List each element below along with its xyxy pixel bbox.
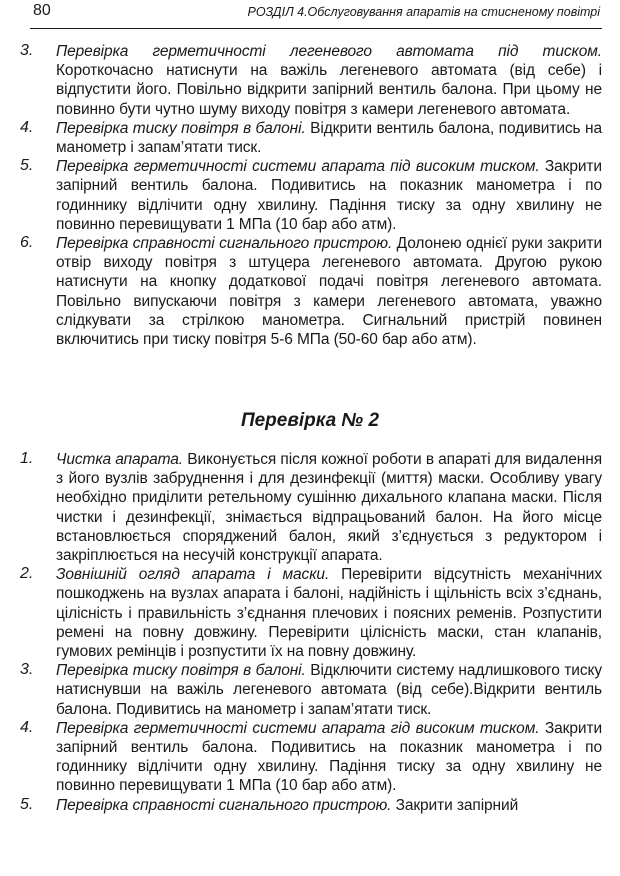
item-text: Закрити запірний вентиль балона. Подивитись на показник манометра і по годиннику відлічити одну хвилину. Падіння тиску за одну хвилину не повинно перевищувати 1 МПа (10 бар або атм).	[56, 719, 602, 795]
list-item	[20, 795, 602, 815]
item-text: Виконується після кожної роботи в апараті для видалення з його вузлів забруднення і для дезинфекції (миття) маски. Особливу увагу необхідно приділити ретельному сушінню дихального клапана маски. Після чистки і дезинфекції, знімається відпрацьований балон. На його місце встановлюється споряджений балон, який з’єднується з редуктором і закріплюється на несучій конструкції апарата.	[56, 451, 602, 565]
list-item	[20, 42, 602, 119]
list-item	[20, 234, 602, 349]
item-text: Закрити запірний вентиль балона. Подивитись на показник манометра і по годиннику відлічити одну хвилину. Падіння тиску за одну хвилину не повинно перевищувати 1 МПа (10 бар або атм).	[56, 158, 602, 233]
item-text: Відкрити вентиль балона, подивитись на манометр і запам’ятати тиск.	[56, 119, 602, 157]
item-title: Чистка апарата.	[56, 451, 183, 468]
page-number: 80	[33, 2, 51, 19]
list-item	[20, 565, 602, 661]
item-number: 1.	[20, 450, 34, 467]
item-title: Зовнішній огляд апарата і маски.	[56, 566, 330, 584]
running-head: РОЗДІЛ 4.Обслуговування апаратів на стисненому повітрі	[247, 5, 600, 19]
item-number: 4.	[20, 718, 34, 736]
item-text: Перевірити відсутність механічних пошкоджень на вузлах апарата і балоні, надійність і щільність всіх з’єднань, цілісність і правильність з’єднання плечових і поясних ременів. Розпустити ремені на повну довжину. Перевірити цілісність маски, стан клапанів, гумових ремінців і розпустити їх на повну довжину.	[56, 566, 602, 661]
checklist-section-2	[20, 450, 602, 815]
section-heading: Перевірка № 2	[240, 410, 380, 431]
item-number: 4.	[20, 118, 34, 136]
item-text: Долонею однієї руки закрити отвір виходу повітря з штуцера легеневого автомата. Другою рукою натиснути на кнопку додаткової подачі повітря легеневого автомата. Повільно випускаючи повітря з камери легеневого автомата, уважно слідкувати за стрілкою манометра. Сигнальний пристрій повинен включитись при тиску повітря 5-6 МПа (50-60 бар або атм).	[56, 235, 602, 349]
list-item	[20, 157, 602, 234]
list-item	[20, 118, 602, 157]
item-text: Відключити систему надлишкового тиску натиснувши на важіль легеневого автомата (від себе).Відкрити вентиль балона. Подивитись на манометр і запам’ятати тиск.	[56, 662, 602, 718]
item-title: Перевірка герметичності системи апарата гід високим тиском.	[56, 719, 540, 737]
item-number: 2.	[20, 565, 34, 583]
item-text: Закрити запірний	[391, 796, 519, 814]
item-number: 3.	[20, 661, 34, 679]
item-title: Перевірка герметичності системи апарата під високим тиском.	[56, 158, 540, 176]
page-header	[30, 0, 602, 29]
item-title: Перевірка справності сигнального пристрою.	[56, 235, 393, 253]
item-number: 5.	[20, 795, 34, 813]
list-item	[20, 661, 602, 719]
list-item	[20, 718, 602, 796]
item-number: 6.	[20, 234, 34, 252]
checklist-section-1	[20, 42, 602, 349]
item-text: Короткочасно натиснути на важіль легеневого автомата (від себе) і відпустити його. Повільно відкрити запірний вентиль балона. При цьому не повинно бути чутно шуму виходу повітря з камери легеневого автомата.	[56, 62, 602, 118]
list-item	[20, 450, 602, 565]
item-title: Перевірка тиску повітря в балоні.	[56, 662, 306, 680]
item-title: Перевірка справності сигнального пристрою.	[56, 796, 392, 814]
item-number: 3.	[20, 42, 34, 59]
item-title: Перевірка тиску повітря в балоні.	[56, 119, 306, 137]
item-title: Перевірка герметичності легеневого автомата під тиском.	[56, 43, 602, 60]
item-number: 5.	[20, 157, 34, 175]
